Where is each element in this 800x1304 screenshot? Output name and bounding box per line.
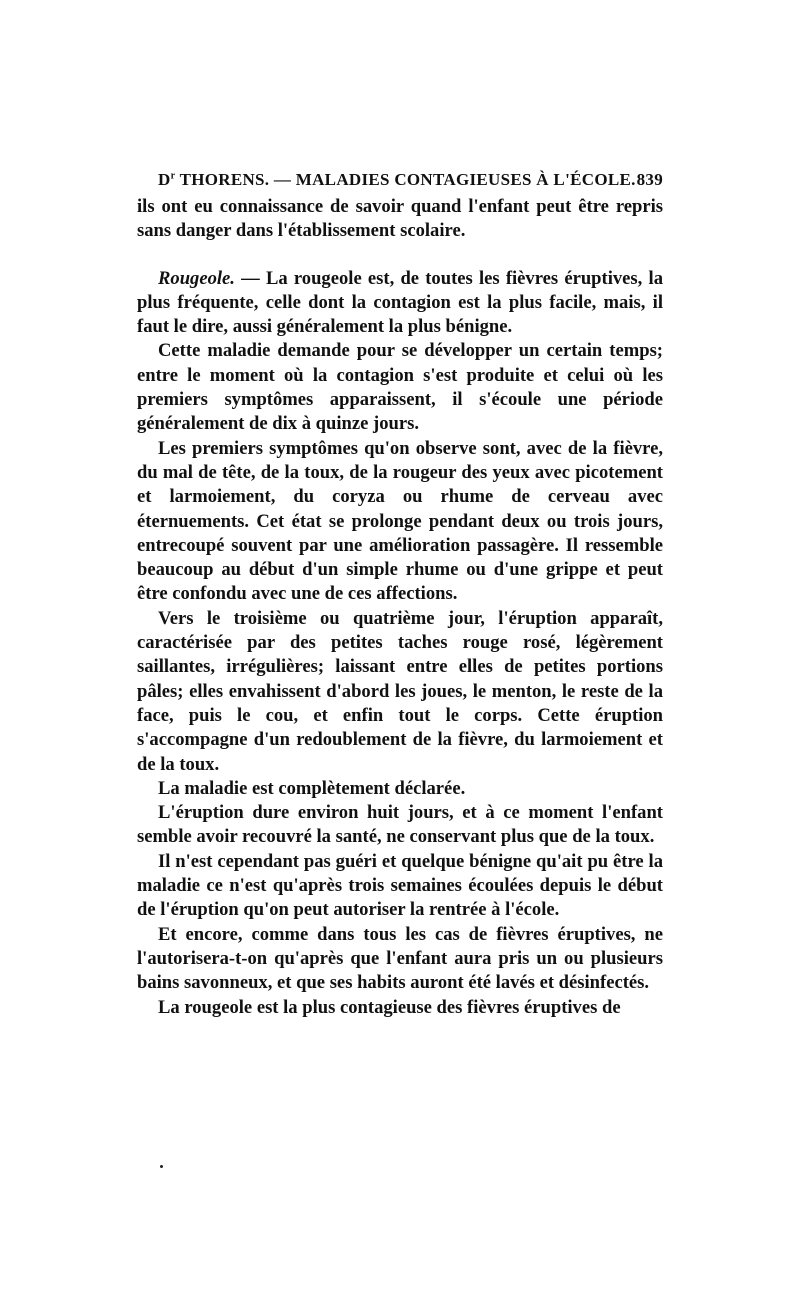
book-page <box>137 165 663 1020</box>
author-superscript: r <box>170 170 176 182</box>
paragraph-continued: ils ont eu connaissance de savoir quand l'enfant peut être repris sans danger dans l'établissement scolaire. <box>137 196 663 242</box>
running-title-text: THORENS. — MALADIES CONTAGIEUSES À L'ÉCOLE. <box>175 170 636 189</box>
ink-speck <box>160 1165 163 1168</box>
paragraph-disinfection: Et encore, comme dans tous les cas de fièvres éruptives, ne l'autorisera-t-on qu'après que l'enfant aura pris un ou plusieurs bains savonneux, et que ses habits auront été lavés et désinfectés. <box>137 923 663 994</box>
paragraph-incubation: Cette maladie demande pour se développer un certain temps; entre le moment où la contagion s'est produite et celui où les premiers symptômes apparaissent, il s'écoule une période généralement de dix à quinze jours. <box>137 340 663 435</box>
page-number: 839 <box>636 170 663 189</box>
paragraph-symptoms: Les premiers symptômes qu'on observe sont, avec de la fièvre, du mal de tête, de la toux, de la rougeur des yeux avec picotement et larmoiement, du coryza ou rhume de cerveau avec éternuements. Cet état se prolonge pendant deux ou trois jours, entrecoupé souvent par une amélioration passagère. Il ressemble beaucoup au début d'un simple rhume ou d'une grippe et peut être confondu avec une de ces affections. <box>137 437 663 605</box>
running-title <box>158 165 636 195</box>
paragraph-contagion: La rougeole est la plus contagieuse des fièvres éruptives de <box>158 996 621 1018</box>
section-title: Rougeole. <box>158 267 235 289</box>
paragraph-rougeole <box>137 267 663 340</box>
paragraph-text: — La rougeole est, de toutes les fièvres éruptives, la plus fréquente, celle dont la contagion est la plus facile, mais, il faut le dire, aussi généralement la plus bénigne. <box>137 267 663 338</box>
author-prefix: D <box>158 170 171 189</box>
running-head <box>137 165 663 195</box>
paragraph-eruption: Vers le troisième ou quatrième jour, l'éruption apparaît, caractérisée par des petites taches rouge rosé, légèrement saillantes, irrégulières; laissant entre elles de petites portions pâles; elles envahissent d'abord les joues, le menton, le reste de la face, puis le cou, et enfin tout le corps. Cette éruption s'accompagne d'un redoublement de la fièvre, du larmoiement et de la toux. <box>137 607 663 775</box>
paragraph-declared: La maladie est complètement déclarée. <box>158 777 466 799</box>
paragraph-duration: L'éruption dure environ huit jours, et à ce moment l'enfant semble avoir recouvré la santé, ne conservant plus que de la toux. <box>137 802 663 848</box>
body-text <box>137 195 663 1020</box>
paragraph-return-to-school: Il n'est cependant pas guéri et quelque bénigne qu'ait pu être la maladie ce n'est qu'après trois semaines écoulées depuis le début de l'éruption qu'on peut autoriser la rentrée à l'école. <box>137 850 663 921</box>
